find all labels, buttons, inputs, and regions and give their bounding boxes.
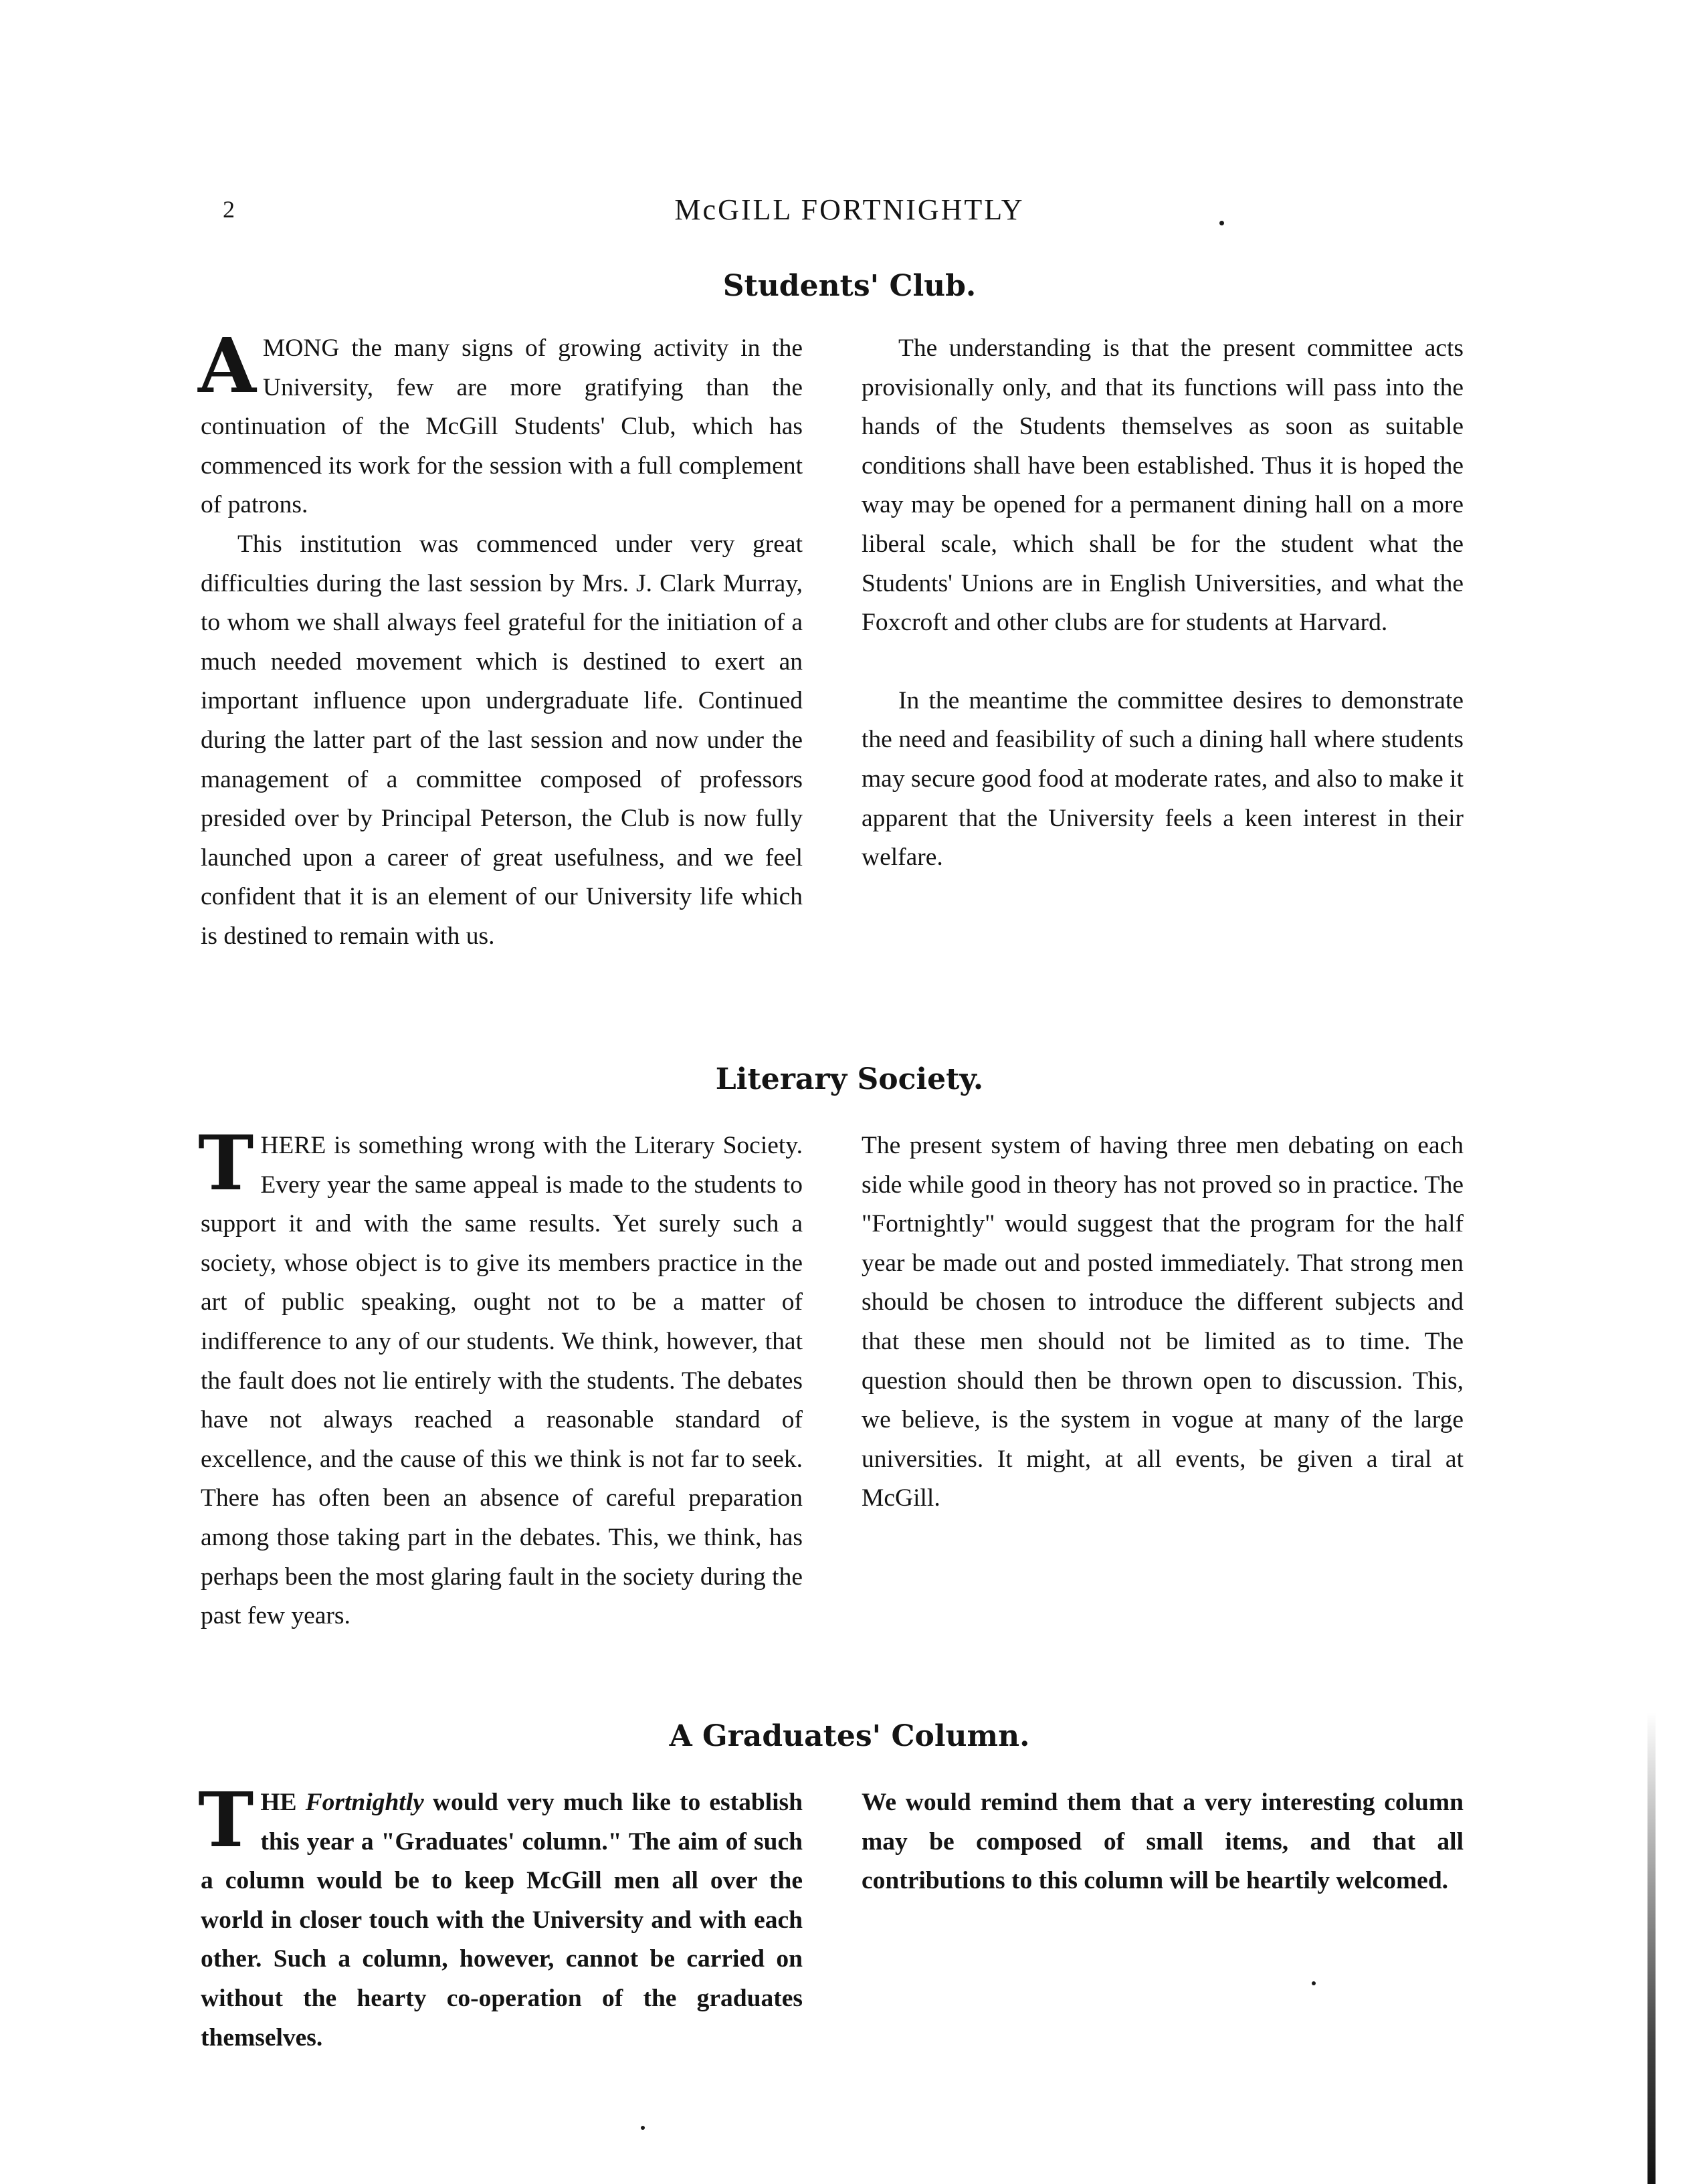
drop-cap-letter: T: [198, 1777, 254, 1864]
print-speck: [1219, 221, 1224, 225]
section-title-graduates-column: A Graduates' Column.: [669, 1719, 1030, 1753]
section-title-literary-society: Literary Society.: [715, 1062, 984, 1096]
graduates-column-right-column: [862, 1783, 1464, 1901]
literary-society-right-column: [862, 1126, 1464, 1518]
students-club-left-column: [198, 322, 803, 957]
print-speck: [641, 2126, 645, 2130]
italic-publication-name: Fortnightly: [305, 1789, 424, 1816]
drop-cap-letter: A: [198, 322, 256, 410]
paragraph-text: would very much like to establish this year a "Graduates' column." The aim of such a column would be to keep McGill men all over the world in closer touch with the University and with each other. Such a column, however, cannot be carried on without the hearty co-operation of the graduates themselves.: [201, 1789, 803, 2052]
literary-society-left-column: [198, 1120, 803, 1636]
graduates-column-left-column: [198, 1777, 803, 2058]
literary-society-paragraph-continued: The present system of having three men debating on each side while good in theory has not proved so in practice. The "Fortnightly" would suggest that the program for the half year be made out and posted immediately. That strong men should be chosen to introduce the different subjects and that these men should not be limited as to time. The question should then be thrown open to discussion. This, we believe, is the system in vogue at many of the large universities. It might, at all events, be given a tiral at McGill.: [862, 1132, 1464, 1512]
running-title: McGILL FORTNIGHTLY: [674, 193, 1025, 226]
students-club-right-column: [862, 329, 1464, 878]
lead-word: HE: [260, 1789, 297, 1816]
students-club-paragraph-1: [198, 322, 803, 525]
paragraph-text: the many signs of growing activity in the University, few are more gratifying than the continuation of the McGill Students' Club, which has commenced its work for the session with a full complement of patrons.: [201, 334, 803, 519]
lead-word: MONG: [262, 334, 340, 362]
lead-word: HERE: [260, 1132, 326, 1159]
literary-society-paragraph: [198, 1120, 803, 1636]
graduates-column-paragraph: [198, 1777, 803, 2058]
page-number: 2: [223, 196, 235, 223]
graduates-column-paragraph-continued: We would remind them that a very interesting column may be composed of small items, and that all contributions to this column will be heartily welcomed.: [862, 1789, 1464, 1895]
drop-cap-letter: T: [198, 1120, 254, 1207]
students-club-paragraph-3: The understanding is that the present committee acts provisionally only, and that its functions will pass into the hands of the Students themselves as soon as suitable conditions shall have been established. Thus it is hoped the way may be opened for a permanent dining hall on a more liberal scale, which shall be for the student what the Students' Unions are in English Universities, and what the Foxcroft and other clubs are for students at Harvard.: [862, 334, 1464, 637]
students-club-paragraph-2: This institution was commenced under very great difficulties during the last session by Mrs. J. Clark Murray, to whom we shall always feel grateful for the initiation of a much needed movement which is destined to exert an important influence upon undergraduate life. Continued during the latter part of the last session and now under the management of a committee composed of professors presided over by Principal Peterson, the Club is now fully launched upon a career of great usefulness, and we feel confident that it is an element of our University life which is destined to remain with us.: [201, 530, 803, 950]
students-club-paragraph-4: In the meantime the committee desires to demonstrate the need and feasibility of such a dining hall where students may secure good food at moderate rates, and also to make it apparent that the University feels a keen interest in their welfare.: [862, 686, 1464, 872]
scan-edge-artifact: [1647, 1712, 1656, 2184]
print-speck: [1312, 1981, 1316, 1985]
paragraph-text: is something wrong with the Literary Society. Every year the same appeal is made to the students to support it and with the same results. Yet surely such a society, whose object is to give its members practice in the art of public speaking, ought not to be a matter of indifference to any of our students. We think, however, that the fault does not lie entirely with the students. The debates have not always reached a reasonable standard of excellence, and the cause of this we think is not far to seek. There has often been an absence of careful preparation among those taking part in the debates. This, we think, has perhaps been the most glaring fault in the society during the past few years.: [201, 1132, 803, 1630]
section-title-students-club: Students' Club.: [722, 269, 977, 303]
